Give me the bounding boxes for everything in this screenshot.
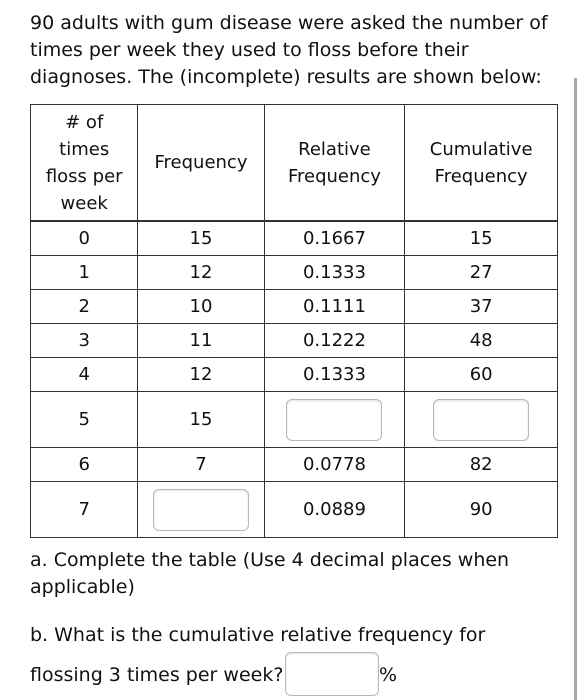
cell-relative-frequency: 0.0778	[264, 448, 405, 482]
cell-frequency: 15	[138, 392, 264, 448]
cell-cumulative-frequency: 90	[405, 482, 558, 538]
header-times-floss-per-week: # of times floss per week	[31, 105, 138, 222]
header-frequency: Frequency	[138, 105, 264, 222]
cell-cumulative-frequency: 48	[405, 324, 558, 358]
frequency-table	[30, 104, 558, 538]
cell-relative-frequency: 0.1111	[264, 290, 405, 324]
cell-times: 4	[31, 358, 138, 392]
cell-frequency: 12	[138, 358, 264, 392]
problem-line-1: 90 adults with gum disease were asked the number of	[30, 12, 548, 34]
problem-line-2: times per week they used to floss before their	[30, 39, 469, 61]
cell-relative-frequency: 0.1333	[264, 256, 405, 290]
cell-relative-frequency: 0.1222	[264, 324, 405, 358]
cell-frequency: 11	[138, 324, 264, 358]
cell-cumulative-frequency: 37	[405, 290, 558, 324]
table-row	[31, 324, 558, 358]
frequency-input-row-7[interactable]	[153, 489, 249, 531]
question-b-line-1: b. What is the cumulative relative frequency for	[30, 624, 486, 646]
cell-times: 6	[31, 448, 138, 482]
table-row	[31, 256, 558, 290]
cell-frequency	[138, 482, 264, 538]
cell-frequency: 10	[138, 290, 264, 324]
question-b-line-2: flossing 3 times per week?	[30, 664, 284, 686]
cell-relative-frequency: 0.1333	[264, 358, 405, 392]
table-row	[31, 358, 558, 392]
cell-cumulative-frequency: 15	[405, 221, 558, 256]
cell-relative-frequency: 0.1667	[264, 221, 405, 256]
header-cumulative-frequency: Cumulative Frequency	[405, 105, 558, 222]
cell-frequency: 7	[138, 448, 264, 482]
relative-frequency-input-row-5[interactable]	[286, 399, 382, 441]
question-a-line-1: a. Complete the table (Use 4 decimal places when	[30, 549, 510, 571]
cumulative-frequency-input-row-5[interactable]	[433, 399, 529, 441]
table-row	[31, 448, 558, 482]
cell-times: 1	[31, 256, 138, 290]
table-header-row	[31, 105, 558, 222]
cell-relative-frequency: 0.0889	[264, 482, 405, 538]
problem-statement	[30, 10, 560, 91]
question-a	[30, 547, 560, 601]
cell-times: 2	[31, 290, 138, 324]
cell-cumulative-frequency	[405, 392, 558, 448]
table-row	[31, 221, 558, 256]
cell-cumulative-frequency: 27	[405, 256, 558, 290]
header-relative-frequency: Relative Frequency	[264, 105, 405, 222]
cell-cumulative-frequency: 82	[405, 448, 558, 482]
percent-unit-label: %	[379, 664, 398, 686]
cell-times: 5	[31, 392, 138, 448]
cell-cumulative-frequency: 60	[405, 358, 558, 392]
cell-frequency: 12	[138, 256, 264, 290]
table-row	[31, 482, 558, 538]
question-a-line-2: applicable)	[30, 576, 135, 598]
cell-times: 3	[31, 324, 138, 358]
problem-line-3: diagnoses. The (incomplete) results are shown below:	[30, 66, 542, 88]
cell-times: 0	[31, 221, 138, 256]
table-row	[31, 392, 558, 448]
cell-frequency: 15	[138, 221, 264, 256]
table-row	[31, 290, 558, 324]
scrollbar[interactable]	[574, 78, 577, 700]
cell-relative-frequency	[264, 392, 405, 448]
cumulative-relative-frequency-input[interactable]	[285, 652, 379, 696]
cell-times: 7	[31, 482, 138, 538]
